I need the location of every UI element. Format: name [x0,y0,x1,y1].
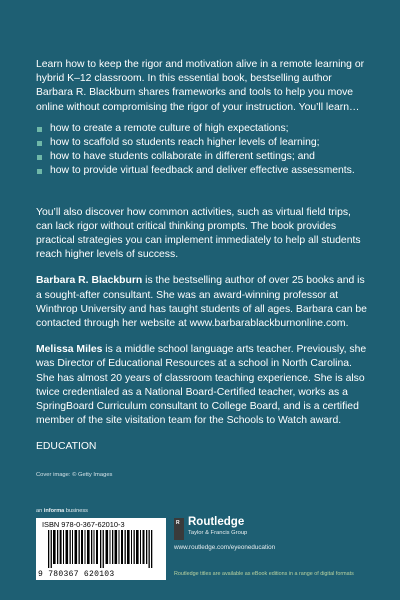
publisher-group: Taylor & Francis Group [188,530,248,536]
publisher-name: Routledge [188,516,245,528]
square-bullet-icon [37,155,42,160]
square-bullet-icon [37,127,42,132]
author-bio-text: is the bestselling author of over 25 books and is a sought-after consultant. She was an award-winning professor at Winthrop University and has taught students of all ages. Barbara can be contacted through her website at www.barbarablackburnonline.com. [36,275,367,330]
publisher-url: www.routledge.com/eyeoneducation [174,544,276,551]
author-name: Barbara R. Blackburn [36,275,143,287]
list-item: how to provide virtual feedback and deliver effective assessments. [36,164,368,178]
author-bio-text: is a middle school language arts teacher. Previously, she was Director of Educational Resources at a school in North Carolina. She has almost 20 years of classroom teaching experience. She is also twice credentialed as a National Board-Certified teacher, works as a SpringBoard Curriculum consultant to College Board, and is a certified member of the site visitation team for the Schools to Watch award. [36,344,367,427]
barcode-icon [48,530,156,568]
cover-credit: Cover image: © Getty Images [36,471,113,478]
learning-list [36,122,368,179]
isbn-text: ISBN 978-0-367-62010-3 [42,520,125,529]
informa-logo: informa [43,508,65,514]
square-bullet-icon [37,169,42,174]
isbn-barcode [36,518,166,580]
author-bio-miles [36,343,368,428]
list-item: how to have students collaborate in different settings; and [36,150,368,164]
intro-paragraph: Learn how to keep the rigor and motivation alive in a remote learning or hybrid K–12 classroom. In this essential book, bestselling author Barbara R. Blackburn shares frameworks and tools to help you move online without compromising the rigor of your instruction. You’ll learn… [36,59,365,113]
author-name: Melissa Miles [36,344,103,356]
ebook-note: Routledge titles are available as eBook editions in a range of digital formats [174,571,354,577]
square-bullet-icon [37,141,42,146]
cover-footer [36,508,370,588]
cover-text [36,58,368,479]
routledge-logo-icon: R [174,518,184,540]
informa-line: an informa business [36,508,88,514]
author-bio-blackburn [36,274,368,331]
category-label: EDUCATION [36,441,97,453]
list-item: how to scaffold so students reach higher levels of learning; [36,136,368,150]
list-item: how to create a remote culture of high expectations; [36,122,368,136]
discover-paragraph: You’ll also discover how common activities, such as virtual field trips, can lack rigor without critical thinking prompts. The book provides practical strategies you can implement immediately to help all students reach higher levels of success. [36,206,361,261]
barcode-number: 9 780367 620103 [38,570,115,579]
